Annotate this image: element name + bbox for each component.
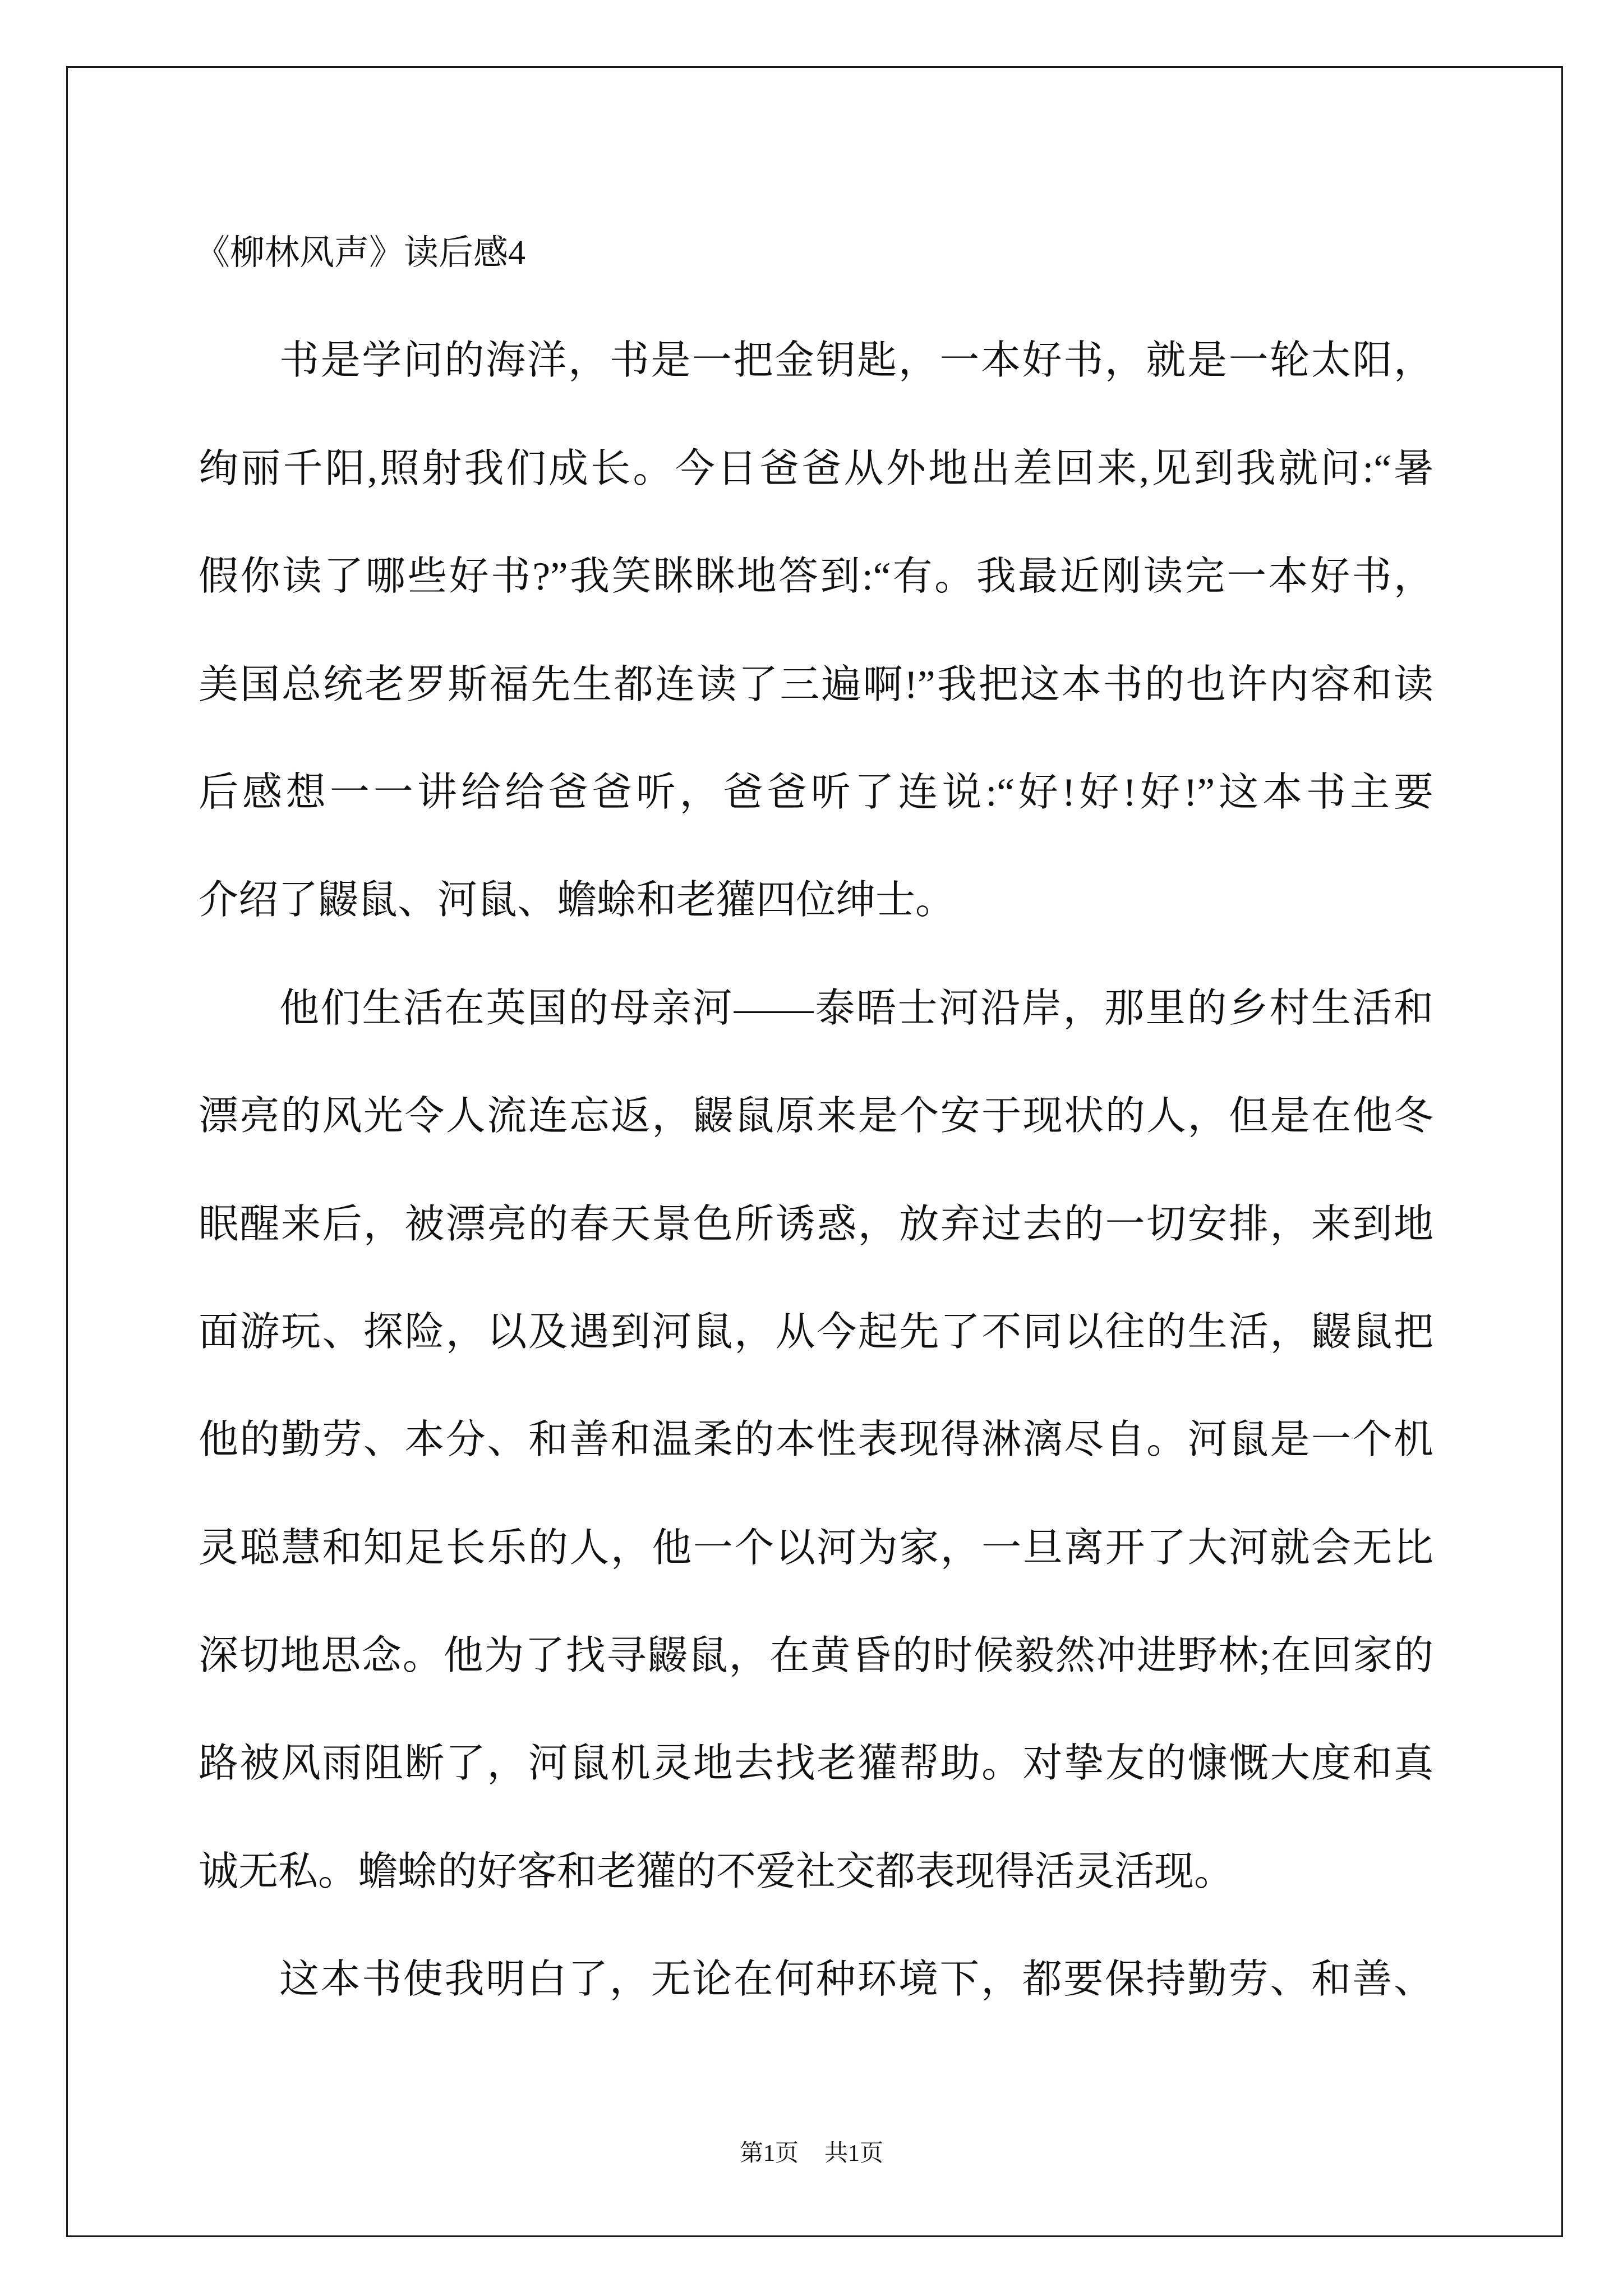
text-line: 后感想一一讲给给爸爸听，爸爸听了连说:“好!好!好!”这本书主要 <box>199 770 1433 815</box>
text-line: 路被风雨阻断了，河鼠机灵地去找老獾帮助。对挚友的慷慨大度和真 <box>199 1742 1433 1786</box>
text-line: 他们生活在英国的母亲河——泰晤士河沿岸，那里的乡村生活和 <box>279 986 1433 1030</box>
paragraph-1 <box>199 307 1433 954</box>
page-footer <box>0 2137 1623 2170</box>
text-line: 这本书使我明白了，无论在何种环境下，都要保持勤劳、和善、 <box>279 1958 1433 2002</box>
text-line: 介绍了鼹鼠、河鼠、蟾蜍和老獾四位绅士。 <box>199 878 956 923</box>
text-line: 眠醒来后，被漂亮的春天景色所诱惑，放弃过去的一切安排，来到地 <box>199 1202 1433 1246</box>
text-line: 面游玩、探险，以及遇到河鼠，从今起先了不同以往的生活，鼹鼠把 <box>199 1310 1433 1354</box>
text-line: 绚丽千阳,照射我们成长。今日爸爸从外地出差回来,见到我就问:“暑 <box>199 447 1433 491</box>
paragraph-2 <box>199 955 1433 1926</box>
text-line: 深切地思念。他为了找寻鼹鼠，在黄昏的时候毅然冲进野林;在回家的 <box>199 1634 1433 1678</box>
page-total: 共1页 <box>824 2141 884 2166</box>
text-line: 假你读了哪些好书?”我笑眯眯地答到:“有。我最近刚读完一本好书， <box>199 555 1433 599</box>
text-line: 美国总统老罗斯福先生都连读了三遍啊!”我把这本书的也许内容和读 <box>199 662 1433 707</box>
text-line: 诚无私。蟾蜍的好客和老獾的不爱社交都表现得活灵活现。 <box>199 1849 1234 1894</box>
document-title: 《柳林风声》读后感4 <box>195 234 526 272</box>
text-line: 漂亮的风光令人流连忘返，鼹鼠原来是个安于现状的人，但是在他冬 <box>199 1094 1433 1139</box>
page-number: 第1页 <box>739 2141 799 2166</box>
text-line: 他的勤劳、本分、和善和温柔的本性表现得淋漓尽自。河鼠是一个机 <box>199 1418 1433 1462</box>
text-line: 书是学问的海洋，书是一把金钥匙，一本好书，就是一轮太阳， <box>279 339 1433 383</box>
text-line: 灵聪慧和知足长乐的人，他一个以河为家，一旦离开了大河就会无比 <box>199 1526 1433 1570</box>
paragraph-3 <box>199 1926 1433 2033</box>
document-body <box>195 199 1433 2034</box>
